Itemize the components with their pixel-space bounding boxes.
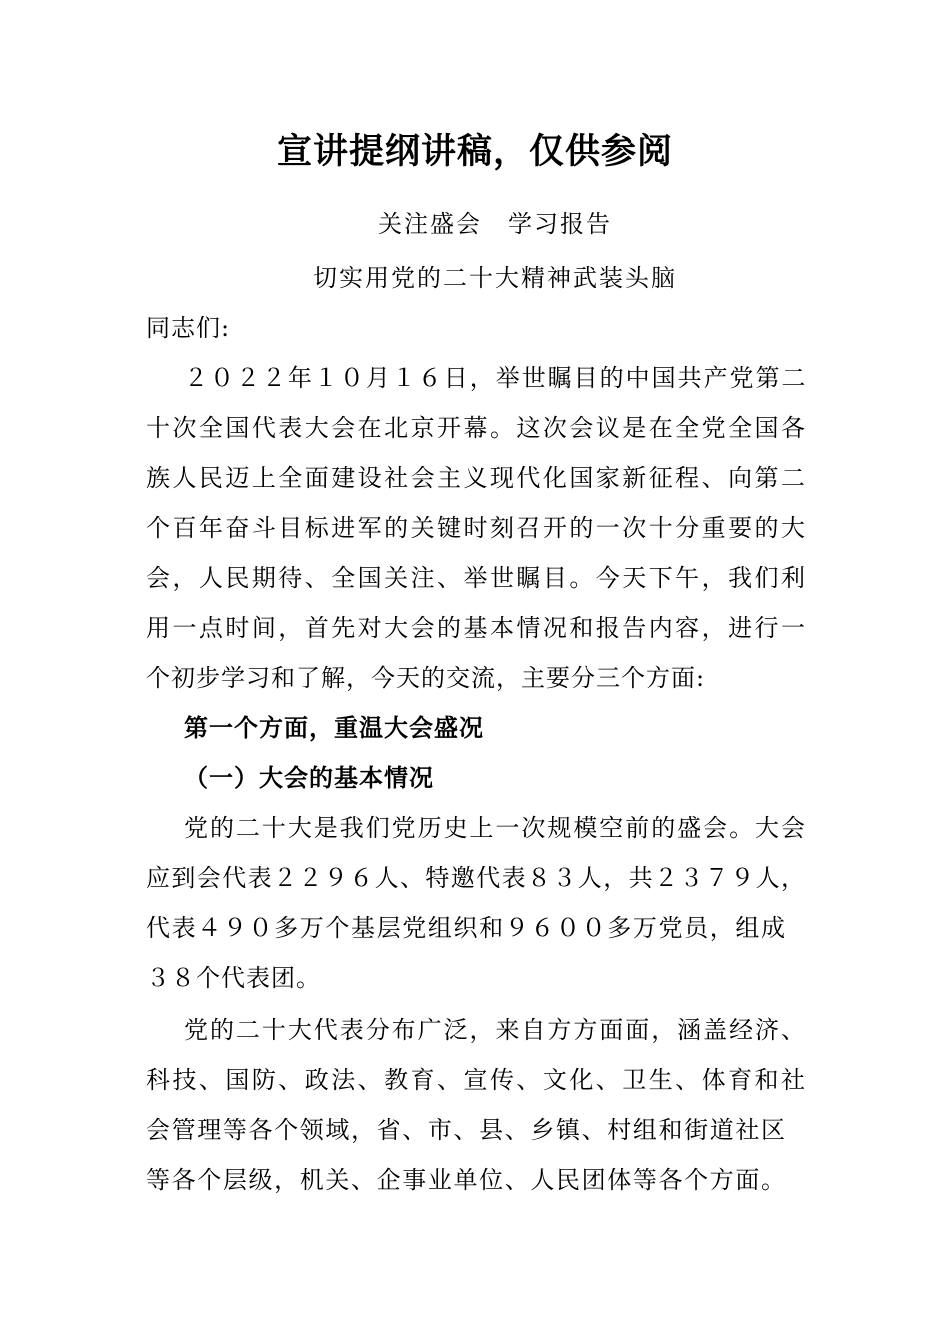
paragraph-line: 代表４９０多万个基层党组织和９６００多万党员，组成 (146, 914, 786, 942)
paragraph-line: 党的二十大代表分布广泛，来自方方面面，涵盖经济、 (184, 1016, 806, 1044)
paragraph-line: ３８个代表团。 (146, 964, 321, 992)
salutation: 同志们: (146, 314, 231, 342)
paragraph-line: 应到会代表２２９６人、特邀代表８３人，共２３７９人， (146, 864, 806, 892)
paragraph-line: 会管理等各个领域，省、市、县、乡镇、村组和街道社区 (146, 1116, 786, 1144)
paragraph-line: 族人民迈上全面建设社会主义现代化国家新征程、向第二 (146, 464, 806, 492)
paragraph-line: 用一点时间，首先对大会的基本情况和报告内容，进行一 (146, 614, 806, 642)
paragraph-line: 科技、国防、政法、教育、宣传、文化、卫生、体育和社 (146, 1066, 806, 1094)
subsection-heading: （一）大会的基本情况 (184, 763, 434, 792)
paragraph-line: 个初步学习和了解，今天的交流，主要分三个方面: (146, 664, 706, 692)
paragraph-line: 十次全国代表大会在北京开幕。这次会议是在全党全国各 (146, 414, 806, 442)
subtitle-right: 学习报告 (508, 210, 612, 238)
paragraph-line: ２０２２年１０月１６日，举世瞩目的中国共产党第二 (184, 364, 806, 392)
document-heading: 切实用党的二十大精神武装头脑 (313, 264, 677, 292)
document-title: 宣讲提纲讲稿，仅供参阅 (276, 131, 673, 172)
paragraph-line: 会，人民期待、全国关注、举世瞩目。今天下午，我们利 (146, 564, 806, 592)
document-subtitle (0, 204, 950, 244)
subtitle-left: 关注盛会 (378, 210, 482, 238)
paragraph-line: 等各个层级，机关、企事业单位、人民团体等各个方面。 (146, 1166, 786, 1194)
paragraph-line: 党的二十大是我们党历史上一次规模空前的盛会。大会 (184, 814, 806, 842)
paragraph-line: 个百年奋斗目标进军的关键时刻召开的一次十分重要的大 (146, 514, 806, 542)
section-heading: 第一个方面，重温大会盛况 (184, 713, 484, 742)
